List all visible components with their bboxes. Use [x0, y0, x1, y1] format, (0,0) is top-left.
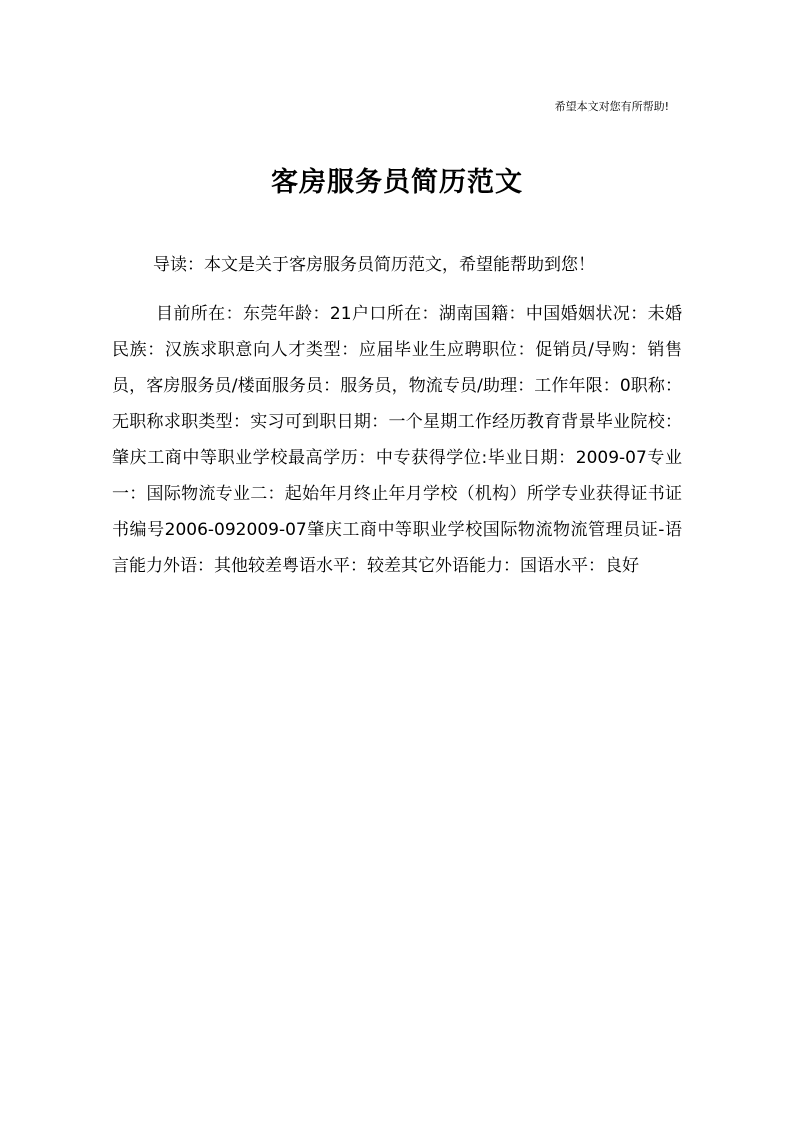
document-title: 客房服务员简历范文: [271, 167, 523, 198]
body-paragraph: 目前所在：东莞年龄：21户口所在：湖南国籍：中国婚姻状况：未婚民族：汉族求职意向人才类型：应届毕业生应聘职位：促销员/导购：销售员，客房服务员/楼面服务员：服务员，物流专员/助理：工作年限：0职称：无职称求职类型：实习可到职日期：一个星期工作经历教育背景毕业院校：肇庆工商中等职业学校最高学历：中专获得学位:毕业日期：2009-07专业一：国际物流专业二：起始年月终止年月学校（机构）所学专业获得证书证书编号2006-092009-07肇庆工商中等职业学校国际物流物流管理员证-语言能力外语：其他较差粤语水平：较差其它外语能力：国语水平：良好: [112, 304, 682, 576]
header-note: 希望本文对您有所帮助!: [554, 100, 669, 113]
intro-paragraph: 导读：本文是关于客房服务员简历范文，希望能帮助到您！: [153, 255, 595, 275]
